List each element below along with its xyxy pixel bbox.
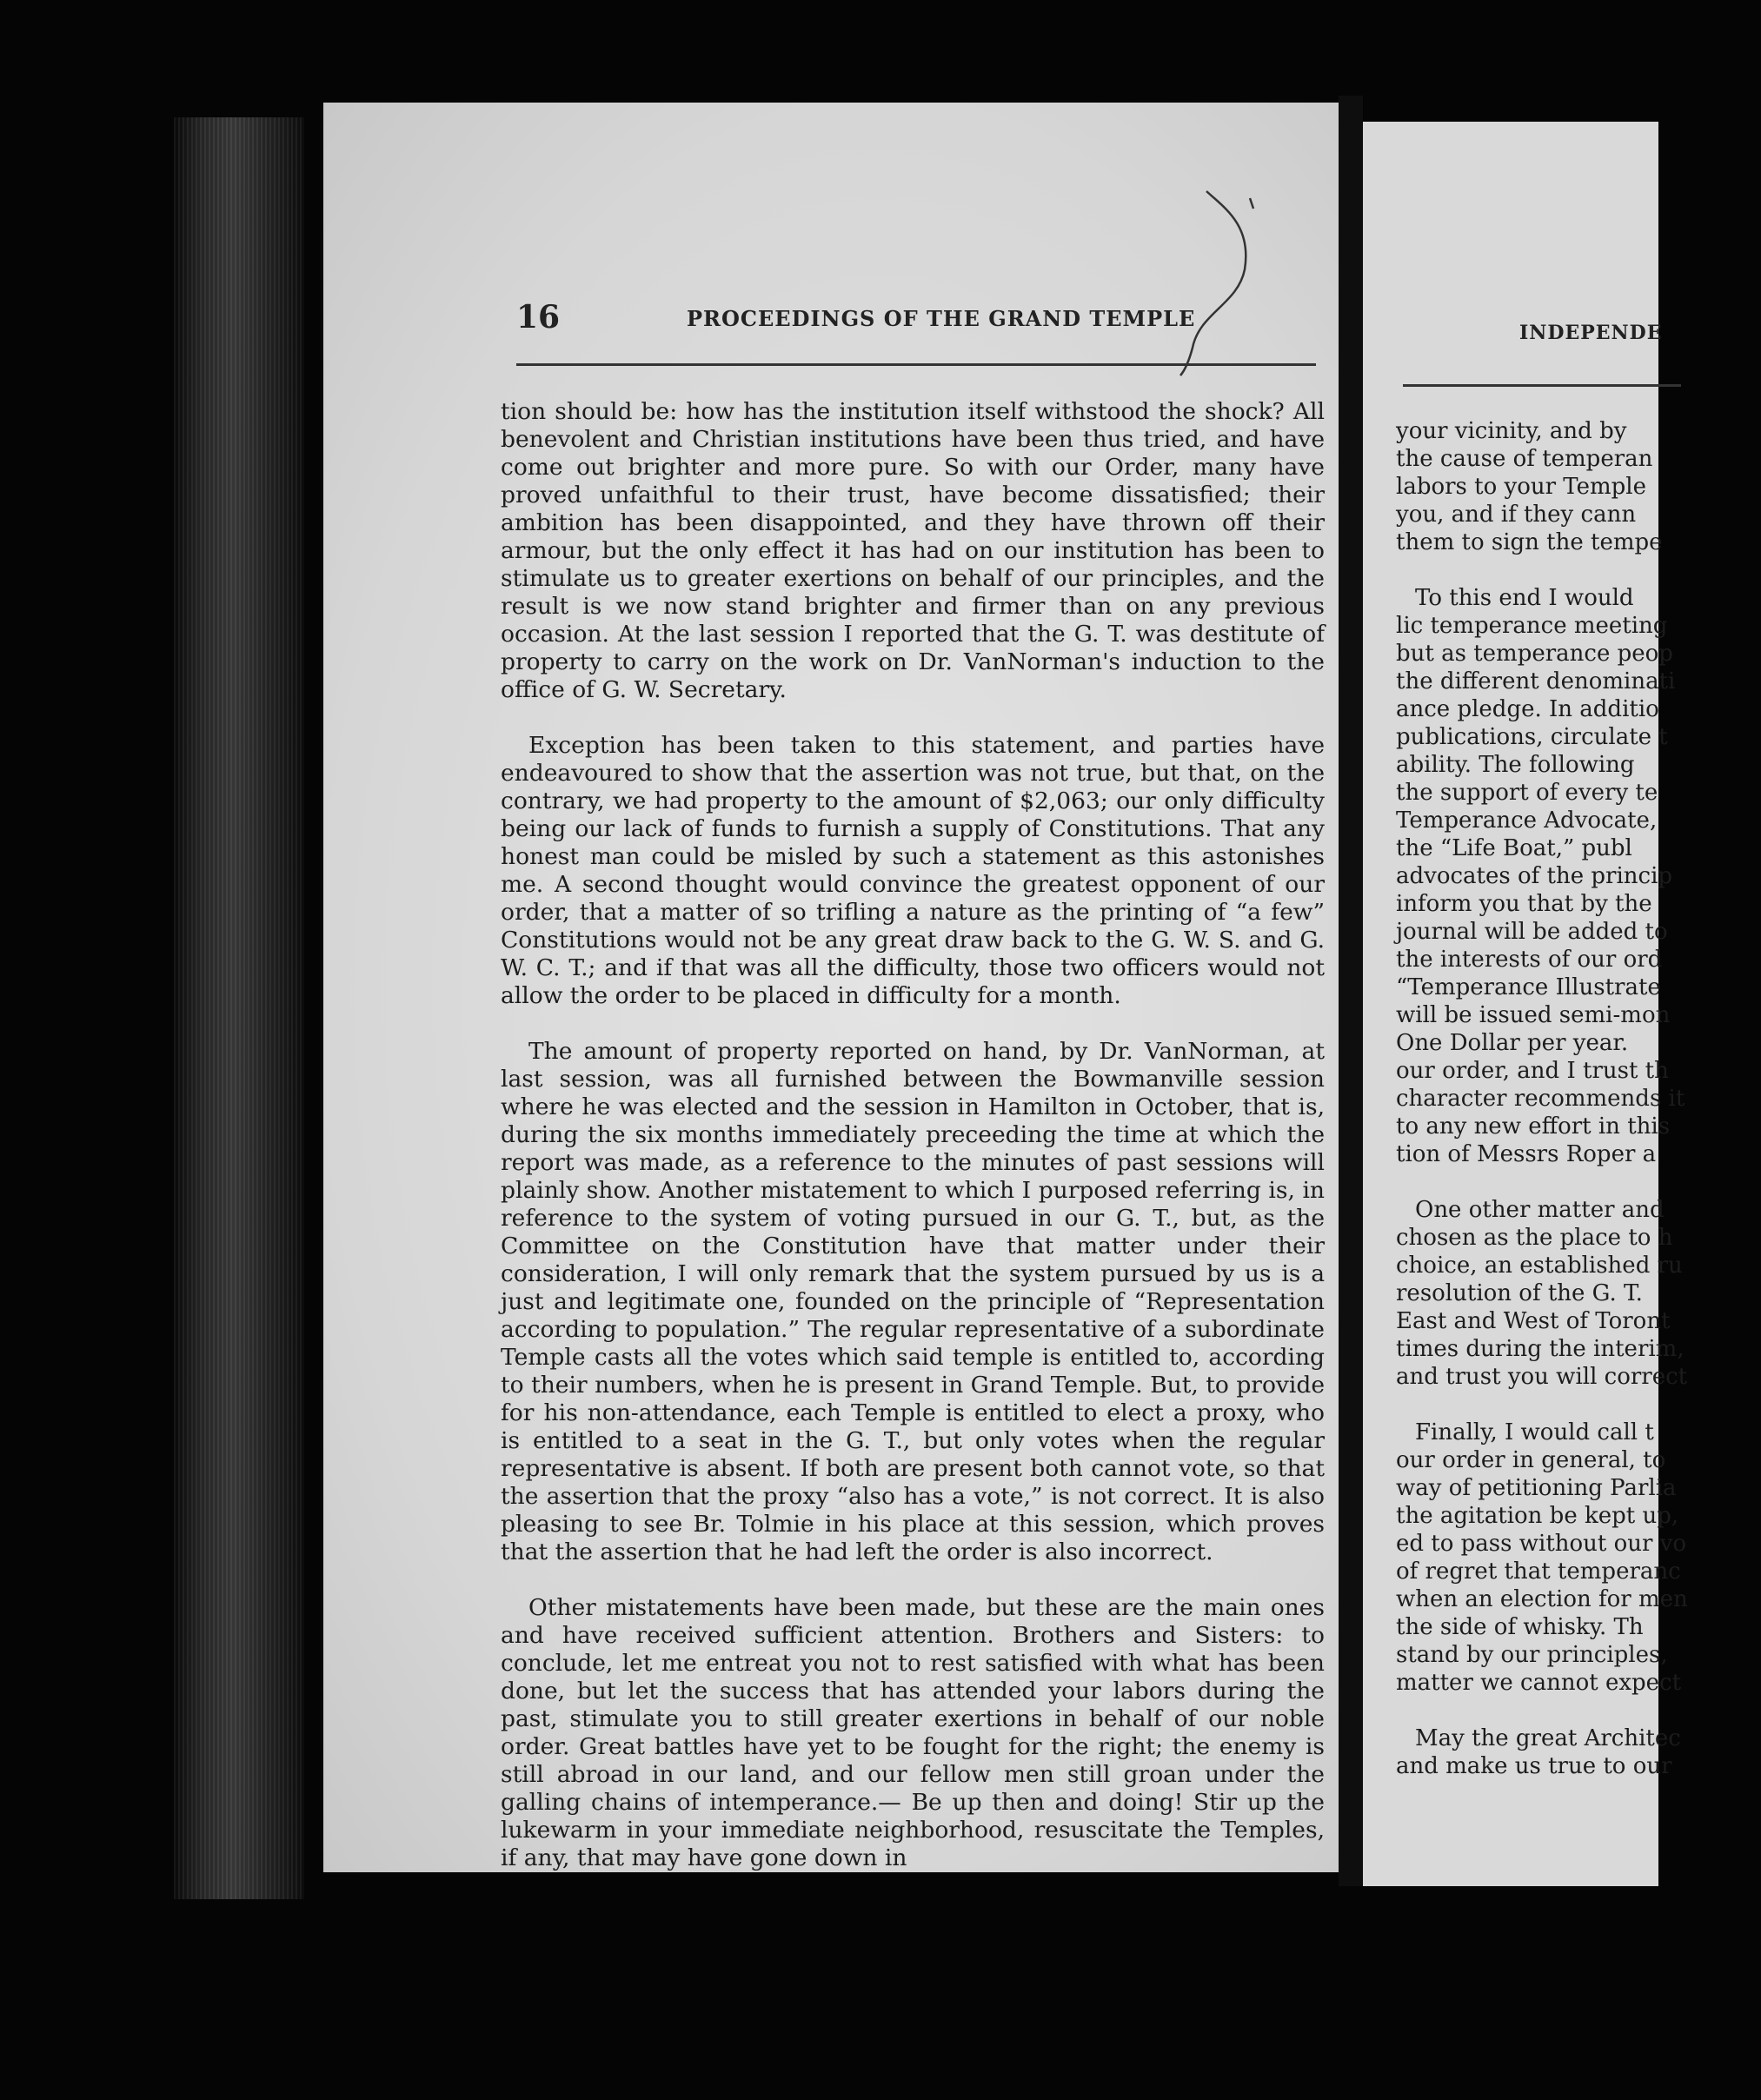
facing-line: choice, an established ru [1396,1253,1683,1279]
facing-line: journal will be added to [1396,919,1668,945]
facing-line: but as temperance peop [1396,641,1673,667]
facing-line: advocates of the princip [1396,863,1673,889]
facing-line: Finally, I would call t [1415,1419,1654,1445]
facing-line: One Dollar per year. [1396,1030,1629,1056]
facing-line: inform you that by the [1396,891,1652,917]
paragraph: Exception has been taken to this statement, and parties have endeavoured to show that the assertion was not true, but that, on the contrary, we had property to the amount of $2,063; our only difficulty being our lack of funds to furnish a supply of Constitutions. That any honest man could be misled by such a statement as this astonishes me. A second thought would convince the greatest opponent of our order, that a matter of so trifling a nature as the printing of “a few” Constitutions would not be any great draw back to the G. W. S. and G. W. C. T.; and if that was all the difficulty, those two officers would not allow the order to be placed in difficulty for a month. [501,732,1325,1009]
facing-line: the support of every te [1396,780,1658,806]
facing-line: tion of Messrs Roper a [1396,1141,1657,1167]
facing-line: the agitation be kept up, [1396,1503,1679,1529]
body-text [501,398,1325,1900]
facing-line: to any new effort in this [1396,1113,1671,1140]
page-number: 16 [516,299,561,336]
facing-line: the side of whisky. Th [1396,1614,1644,1640]
facing-line: One other matter and [1415,1197,1665,1223]
facing-line: publications, circulate t [1396,724,1668,750]
facing-paragraph [1396,1419,1761,1697]
facing-line: East and West of Toront [1396,1308,1671,1334]
facing-body-text [1396,417,1761,1808]
facing-header-rule [1403,384,1681,387]
facing-line: May the great Architec [1415,1725,1681,1751]
pencil-mark [1147,174,1269,382]
facing-line: lic temperance meeting [1396,613,1668,639]
facing-line: stand by our principles, [1396,1642,1668,1668]
facing-line: character recommends it [1396,1086,1685,1112]
facing-line: of regret that temperanc [1396,1558,1681,1585]
facing-line: our order, and I trust th [1396,1058,1669,1084]
facing-line: our order in general, to [1396,1447,1666,1473]
facing-line: times during the interim, [1396,1336,1685,1362]
facing-line: and make us true to our [1396,1753,1672,1779]
facing-line: matter we cannot expect [1396,1670,1682,1696]
facing-line: the cause of temperan [1396,446,1653,472]
facing-paragraph [1396,584,1761,1168]
facing-line: your vicinity, and by [1396,418,1627,444]
running-title: PROCEEDINGS OF THE GRAND TEMPLE [687,306,1196,331]
facing-line: them to sign the tempe [1396,529,1663,555]
facing-line: will be issued semi-mon [1396,1002,1671,1028]
facing-line: ed to pass without our vo [1396,1531,1687,1557]
facing-line: Temperance Advocate, [1396,807,1658,834]
facing-paragraph [1396,1725,1761,1780]
facing-line: way of petitioning Parlia [1396,1475,1677,1501]
facing-line: resolution of the G. T. [1396,1280,1643,1306]
facing-line: chosen as the place to h [1396,1225,1673,1251]
facing-page [1363,122,1688,1886]
facing-line: the interests of our ord [1396,947,1663,973]
page-gutter [1339,96,1363,1886]
paragraph: The amount of property reported on hand, by Dr. VanNorman, at last session, was all furnished between the Bowmanville session where he was elected and the session in Hamilton in October, that is, during the six months immediately preceeding the time at which the report was made, as a reference to the minutes of past sessions will plainly show. Another mistatement to which I purposed referring is, in reference to the system of voting pursued in our G. T., but, as the Committee on the Constitution have that matter under their consideration, I will only remark that the system pursued by us is a just and legitimate one, founded on the principle of “Representation according to population.” The regular representative of a subordinate Temple casts all the votes which said temple is entitled to, according to their numbers, when he is present in Grand Temple. But, to provide for his non-attendance, each Temple is entitled to elect a proxy, who is entitled to a seat in the G. T., but only votes when the regular representative is absent. If both are present both cannot vote, so that the assertion that the proxy “also has a vote,” is not correct. It is also pleasing to see Br. Tolmie in his place at this session, which proves that the assertion that he had left the order is also incorrect. [501,1038,1325,1565]
facing-line: “Temperance Illustrate [1396,974,1661,1000]
book-binding-edge [174,117,304,1899]
facing-line: you, and if they cann [1396,502,1637,528]
paragraph: tion should be: how has the institution itself withstood the shock? All benevolent and Christian institutions have been thus tried, and have come out brighter and more pure. So with our Order, many have proved unfaithful to their trust, have become dissatisfied; their ambition has been disappointed, and they have thrown off their armour, but the only effect it has had on our institution has been to stimulate us to greater exertions on behalf of our principles, and the result is we now stand brighter and firmer than on any previous occasion. At the last session I reported that the G. T. was destitute of property to carry on the work on Dr. VanNorman's induction to the office of G. W. Secretary. [501,398,1325,703]
facing-line: the “Life Boat,” publ [1396,835,1632,861]
paragraph: Other mistatements have been made, but these are the main ones and have received sufficient attention. Brothers and Sisters: to conclude, let me entreat you not to rest satisfied with what has been done, but let the success that has attended your labors during the past, stimulate you to still greater exertions in behalf of our noble order. Great battles have yet to be fought for the right; the enemy is still abroad in our land, and our fellow men still groan under the galling chains of intemperance.— Be up then and doing! Stir up the lukewarm in your immediate neighborhood, resuscitate the Temples, if any, that may have gone down in [501,1594,1325,1871]
facing-line: the different denominati [1396,668,1676,694]
facing-line: when an election for men [1396,1586,1688,1612]
facing-line: To this end I would [1415,585,1634,611]
facing-paragraph [1396,417,1761,556]
facing-running-title: INDEPENDE [1519,322,1663,344]
facing-line: ability. The following [1396,752,1635,778]
facing-paragraph [1396,1196,1761,1391]
facing-line: labors to your Temple [1396,474,1647,500]
facing-line: ance pledge. In additio [1396,696,1659,722]
facing-line: and trust you will correct [1396,1364,1688,1390]
